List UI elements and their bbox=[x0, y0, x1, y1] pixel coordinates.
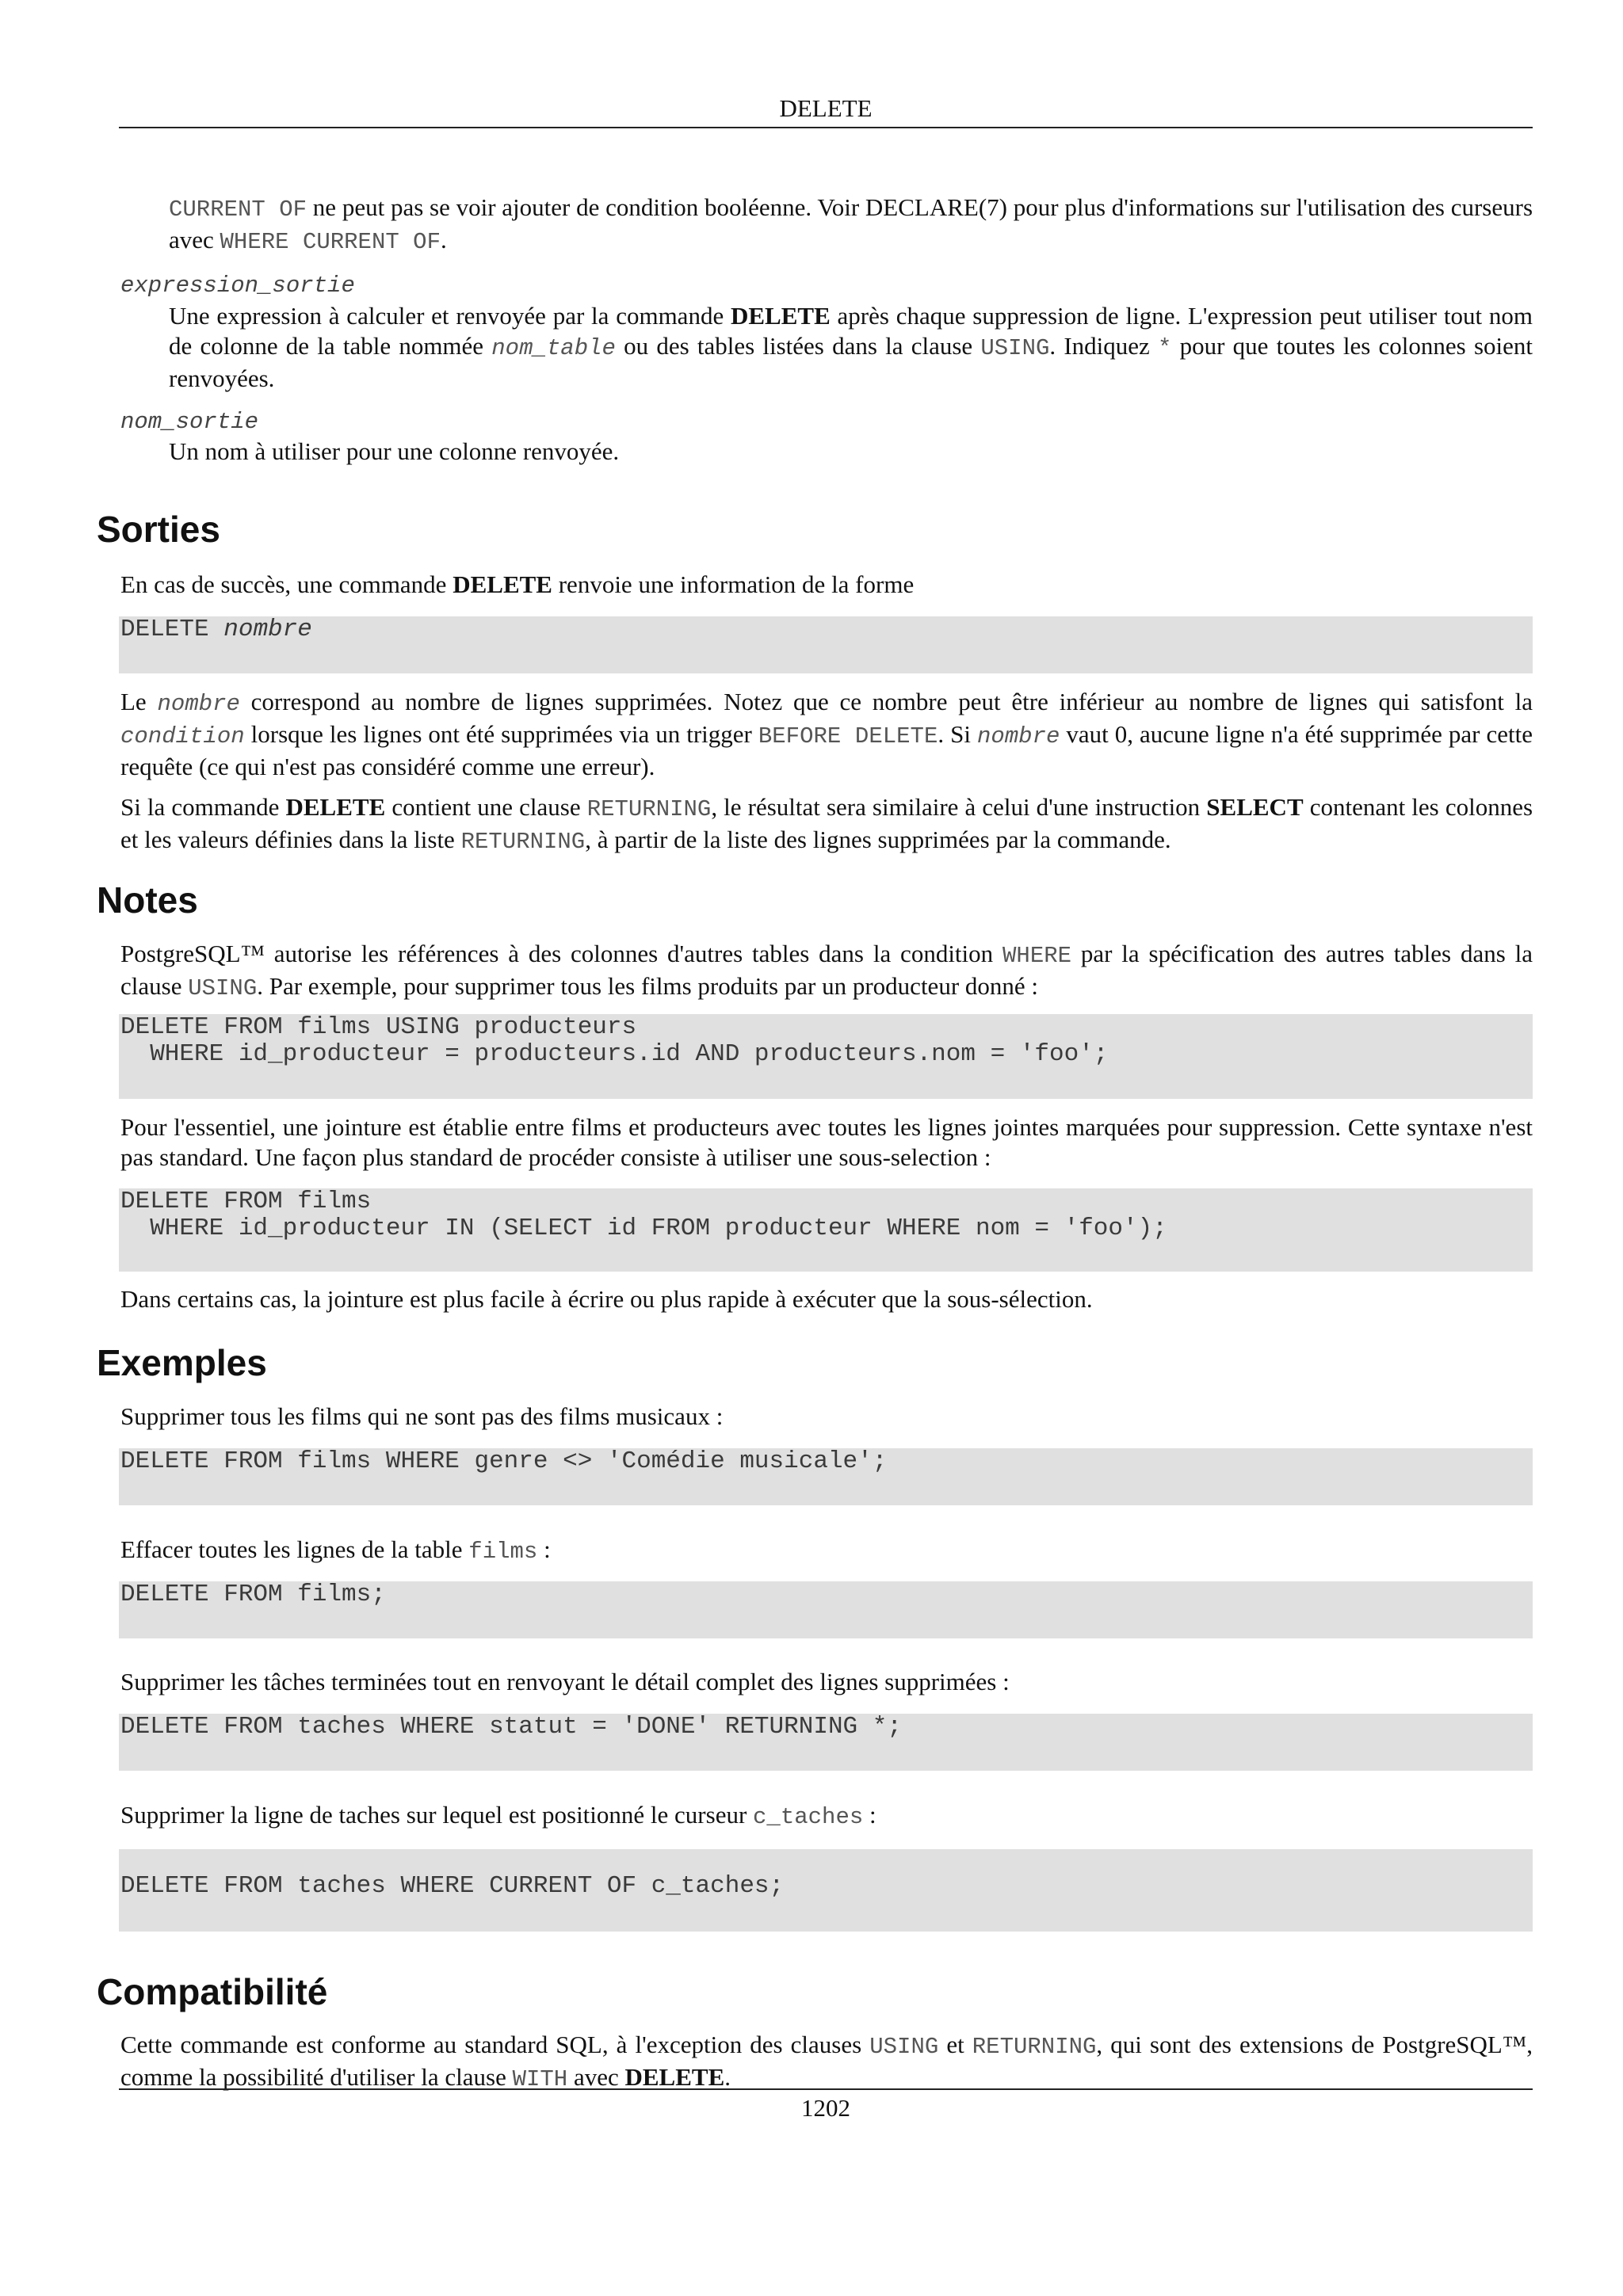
notes-paragraph-3: Dans certains cas, la jointure est plus facile à écrire ou plus rapide à exécuter que la sous-sélection. bbox=[120, 1285, 1093, 1313]
notes-paragraph-1: PostgreSQL™ autorise les références à des colonnes d'autres tables dans la condition WHERE par la spécification des autres tables dans la clause USING. Par exemple, pour supprimer tous les films produits par un producteur donné : bbox=[120, 940, 1533, 1001]
footer-rule bbox=[119, 2088, 1533, 2090]
code-block-exemple-1: DELETE FROM films WHERE genre <> 'Comédie musicale'; bbox=[119, 1448, 1533, 1505]
exemple-4-description: Supprimer la ligne de taches sur lequel est positionné le curseur c_taches : bbox=[120, 1801, 876, 1830]
sorties-paragraph-3: Si la commande DELETE contient une clause RETURNING, le résultat sera similaire à celui d'une instruction SELECT contenant les colonnes et les valeurs définies dans la liste RETURNING, à partir de la liste des lignes supprimées par la commande. bbox=[120, 793, 1533, 855]
term-nom-sortie: nom_sortie bbox=[120, 409, 259, 435]
running-header: DELETE bbox=[779, 94, 873, 122]
section-heading-compatibilite: Compatibilité bbox=[97, 1971, 328, 2012]
nom-sortie-description: Un nom à utiliser pour une colonne renvoyée. bbox=[169, 437, 620, 465]
sorties-paragraph-2: Le nombre correspond au nombre de lignes supprimées. Notez que ce nombre peut être inférieur au nombre de lignes qui satisfont la condition lorsque les lignes ont été supprimées via un trigger BEFORE DELETE. Si nombre vaut 0, aucune ligne n'a été supprimée par cette requête (ce qui n'est pas considéré comme une erreur). bbox=[120, 688, 1533, 780]
current-of-paragraph: CURRENT OF ne peut pas se voir ajouter de condition booléenne. Voir DECLARE(7) pour plus d'informations sur l'utilisation des curseurs avec WHERE CURRENT OF. bbox=[169, 193, 1533, 255]
section-heading-exemples: Exemples bbox=[97, 1342, 267, 1383]
sorties-paragraph-1: En cas de succès, une commande DELETE renvoie une information de la forme bbox=[120, 570, 915, 598]
section-heading-notes: Notes bbox=[97, 879, 198, 921]
expression-sortie-description: Une expression à calculer et renvoyée par la commande DELETE après chaque suppression de ligne. L'expression peut utiliser tout nom de colonne de la table nommée nom_table ou des tables listées dans la clause USING. Indiquez * pour que toutes les colonnes soient renvoyées. bbox=[169, 302, 1533, 392]
exemple-3-description: Supprimer les tâches terminées tout en renvoyant le détail complet des lignes supprimées : bbox=[120, 1668, 1010, 1695]
page-number: 1202 bbox=[801, 2094, 850, 2122]
code-block-exemple-4: DELETE FROM taches WHERE CURRENT OF c_taches; bbox=[119, 1849, 1533, 1932]
term-expression-sortie: expression_sortie bbox=[120, 273, 355, 299]
code-block-delete-using: DELETE FROM films USING producteurs WHERE id_producteur = producteurs.id AND producteurs.nom = 'foo'; bbox=[119, 1014, 1533, 1099]
code-block-delete-subselect: DELETE FROM films WHERE id_producteur IN (SELECT id FROM producteur WHERE nom = 'foo'); bbox=[119, 1188, 1533, 1272]
compatibilite-paragraph: Cette commande est conforme au standard SQL, à l'exception des clauses USING et RETURNING, qui sont des extensions de PostgreSQL™, comme la possibilité d'utiliser la clause WITH avec DELETE. bbox=[120, 2031, 1533, 2092]
notes-paragraph-2: Pour l'essentiel, une jointure est établie entre films et producteurs avec toutes les lignes jointes marquées pour suppression. Cette syntaxe n'est pas standard. Une façon plus standard de procéder consiste à utiliser une sous-selection : bbox=[120, 1113, 1533, 1171]
section-heading-sorties: Sorties bbox=[97, 509, 220, 550]
code-block-exemple-2: DELETE FROM films; bbox=[119, 1581, 1533, 1638]
exemple-2-description: Effacer toutes les lignes de la table films : bbox=[120, 1535, 551, 1565]
header-rule bbox=[119, 127, 1533, 128]
exemple-1-description: Supprimer tous les films qui ne sont pas des films musicaux : bbox=[120, 1402, 724, 1430]
code-block-exemple-3: DELETE FROM taches WHERE statut = 'DONE' RETURNING *; bbox=[119, 1714, 1533, 1771]
code-block-delete-nombre: DELETE nombre bbox=[119, 616, 1533, 673]
